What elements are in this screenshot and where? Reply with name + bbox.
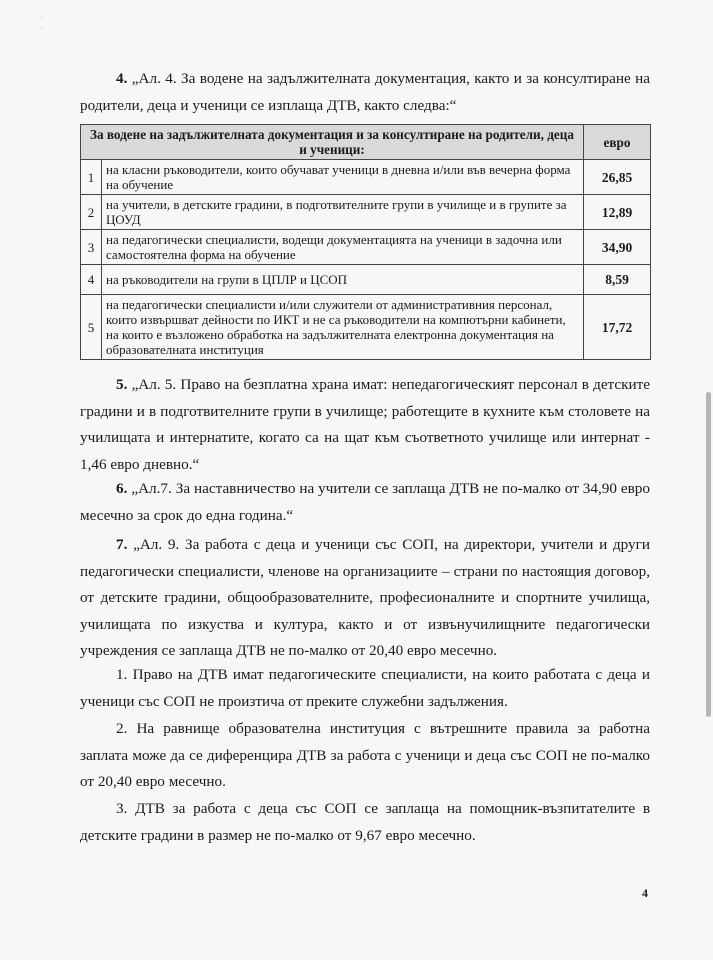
row-number: 3 [81,230,102,265]
row-number: 5 [81,295,102,360]
row-amount: 17,72 [584,295,651,360]
table-header-unit: евро [584,125,651,160]
row-amount: 12,89 [584,195,651,230]
paragraph-7-text: „Ал. 9. За работа с деца и ученици със СОП, на директори, учители и други педагогически специалисти, членове на организациите – страни по настоящия договор, от детските градини, общообразователните, професионалните и спортните училища, училищата по изкуства и култура, както и от извънучилищните педагогически учреждения се заплаща ДТВ не по-малко от 20,40 евро месечно. [80,536,650,659]
table-header-row [81,125,651,160]
row-description: на учители, в детските градини, в подготвителните групи в училище и в групите за ЦОУД [102,195,584,230]
paragraph-5-number: 5. [116,376,128,393]
row-description: на класни ръководители, които обучават ученици в дневна и/или във вечерна форма на обучение [102,160,584,195]
subparagraph-3: 3. ДТВ за работа с деца със СОП се заплаща на помощник-възпитателите в детските градини в размер не по-малко от 9,67 евро месечно. [80,800,650,844]
paragraph-7-number: 7. [116,536,128,553]
table-row [81,265,651,295]
row-amount: 8,59 [584,265,651,295]
table-row [81,195,651,230]
table-header-description: За водене на задължителната документация и за консултиране на родители, деца и ученици: [81,125,584,160]
paragraph-6-text: „Ал.7. За наставничество на учители се заплаща ДТВ не по-малко от 34,90 евро месечно за срок до една година.“ [80,480,650,524]
row-amount: 34,90 [584,230,651,265]
row-number: 2 [81,195,102,230]
paragraph-7 [80,532,650,665]
documentation-pay-table [80,124,651,360]
row-amount: 26,85 [584,160,651,195]
row-description: на ръководители на групи в ЦПЛР и ЦСОП [102,265,584,295]
paragraph-4-number: 4. [116,70,128,87]
row-description: на педагогически специалисти, водещи документацията на ученици в задочна или самостоятелна форма на обучение [102,230,584,265]
paragraph-6 [80,476,650,529]
subparagraph-2: 2. На равнище образователна институция с вътрешните правила за работна заплата може да се диференцира ДТВ за работа с ученици и деца със СОП не по-малко от 20,40 евро месечно. [80,720,650,790]
row-number: 1 [81,160,102,195]
paragraph-4-text: „Ал. 4. За водене на задължителната документация, както и за консултиране на родители, деца и ученици се изплаща ДТВ, както следва:“ [80,70,651,114]
row-description: на педагогически специалисти и/или служители от административния персонал, които извършват дейности по ИКТ и не са ръководители на компютърни кабинети, на които е възложено обработка на задължителната електронна документация на образователната институция [102,295,584,360]
table-row [81,295,651,360]
page-number: 4 [642,886,648,900]
paragraph-4 [80,66,650,119]
row-number: 4 [81,265,102,295]
paragraph-6-number: 6. [116,480,128,497]
table-row [81,230,651,265]
table-row [81,160,651,195]
scrollbar[interactable] [705,0,713,960]
paragraph-5 [80,372,650,478]
paragraph-5-text: „Ал. 5. Право на безплатна храна имат: непедагогическият персонал в детските градини и в подготвителните групи в училище; работещите в кухните към столовете на училищата и интернатите, когато са на щат към съответното училище или интернат - 1,46 евро дневно.“ [80,376,651,473]
subparagraph-1: 1. Право на ДТВ имат педагогическите специалисти, на които работата с деца и ученици със СОП не произтича от преките служебни задължения. [80,666,650,710]
scan-specks: · · [40,14,43,33]
scrollbar-thumb[interactable] [706,392,711,717]
